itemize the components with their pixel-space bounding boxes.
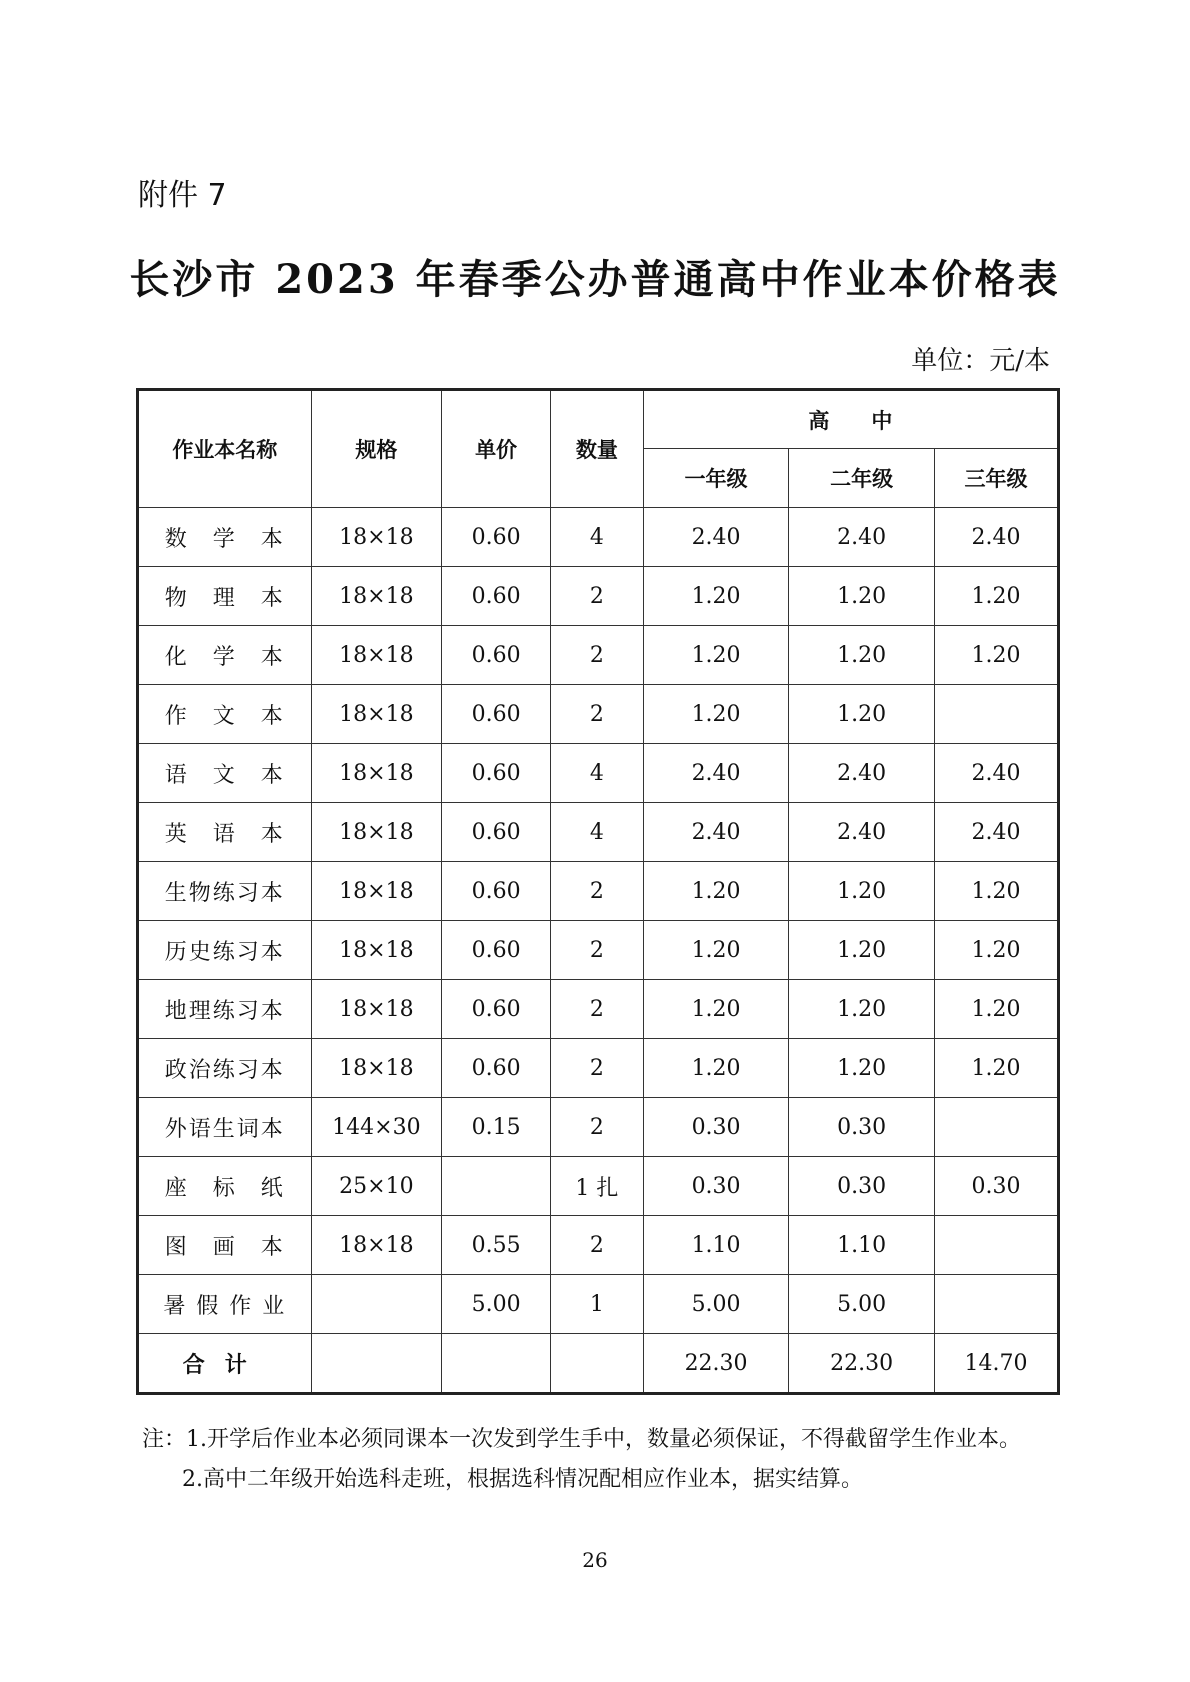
cell-price: 5.00 xyxy=(442,1275,551,1334)
table-row xyxy=(138,1039,1059,1098)
cell-g3: 2.40 xyxy=(934,744,1058,803)
cell-qty: 2 xyxy=(551,980,644,1039)
cell-qty: 1 xyxy=(551,1275,644,1334)
cell-spec: 18×18 xyxy=(311,1216,441,1275)
cell-price: 0.60 xyxy=(442,862,551,921)
cell-spec: 18×18 xyxy=(311,862,441,921)
cell-name: 历史练习本 xyxy=(138,921,312,980)
table-row xyxy=(138,862,1059,921)
cell-name: 物 理 本 xyxy=(138,567,312,626)
cell-g2: 2.40 xyxy=(789,508,935,567)
cell-qty: 4 xyxy=(551,803,644,862)
page-number: 26 xyxy=(582,1548,608,1572)
table-row xyxy=(138,1098,1059,1157)
table-row xyxy=(138,567,1059,626)
table-row xyxy=(138,626,1059,685)
cell-g2: 5.00 xyxy=(789,1275,935,1334)
cell-qty: 4 xyxy=(551,508,644,567)
table-row xyxy=(138,744,1059,803)
cell-g1: 1.20 xyxy=(643,980,789,1039)
cell-g3: 1.20 xyxy=(934,862,1058,921)
cell-price: 0.60 xyxy=(442,803,551,862)
cell-name: 暑 假 作 业 xyxy=(138,1275,312,1334)
cell-g2: 1.20 xyxy=(789,685,935,744)
price-table xyxy=(136,388,1060,1395)
table-row xyxy=(138,980,1059,1039)
cell-g3 xyxy=(934,1275,1058,1334)
unit-label: 单位：元/本 xyxy=(911,346,1050,376)
cell-spec: 18×18 xyxy=(311,1039,441,1098)
cell-price: 0.60 xyxy=(442,980,551,1039)
cell-g3 xyxy=(934,685,1058,744)
cell-price: 0.60 xyxy=(442,1039,551,1098)
cell-name: 语 文 本 xyxy=(138,744,312,803)
cell-qty: 2 xyxy=(551,567,644,626)
note-1: 注：1.开学后作业本必须同课本一次发到学生手中，数量必须保证，不得截留学生作业本。 xyxy=(142,1427,1021,1452)
cell-spec xyxy=(311,1275,441,1334)
cell-qty: 2 xyxy=(551,1216,644,1275)
cell-spec: 18×18 xyxy=(311,803,441,862)
cell-g3: 1.20 xyxy=(934,921,1058,980)
cell-g1: 2.40 xyxy=(643,803,789,862)
cell-price: 0.55 xyxy=(442,1216,551,1275)
cell-price: 0.60 xyxy=(442,508,551,567)
table-row xyxy=(138,508,1059,567)
cell-g3: 1.20 xyxy=(934,1039,1058,1098)
cell-name: 地理练习本 xyxy=(138,980,312,1039)
note-2: 2.高中二年级开始选科走班，根据选科情况配相应作业本，据实结算。 xyxy=(182,1467,863,1492)
header-grade-1: 一年级 xyxy=(643,449,789,508)
header-spec: 规格 xyxy=(311,390,441,508)
cell-name: 英 语 本 xyxy=(138,803,312,862)
cell-g1: 1.20 xyxy=(643,1039,789,1098)
table-row xyxy=(138,685,1059,744)
cell-g2: 1.20 xyxy=(789,567,935,626)
table-row xyxy=(138,1275,1059,1334)
table-row xyxy=(138,1216,1059,1275)
cell-g1: 1.20 xyxy=(643,567,789,626)
cell-g2: 1.20 xyxy=(789,921,935,980)
cell-price: 0.60 xyxy=(442,626,551,685)
cell-qty: 2 xyxy=(551,1039,644,1098)
cell-g2: 1.10 xyxy=(789,1216,935,1275)
total-grade-2: 22.30 xyxy=(789,1334,935,1394)
cell-g3: 2.40 xyxy=(934,803,1058,862)
cell-spec: 18×18 xyxy=(311,508,441,567)
cell-g1: 5.00 xyxy=(643,1275,789,1334)
total-spec xyxy=(311,1334,441,1394)
cell-qty: 2 xyxy=(551,1098,644,1157)
total-grade-3: 14.70 xyxy=(934,1334,1058,1394)
notes xyxy=(142,1420,1021,1500)
cell-name: 生物练习本 xyxy=(138,862,312,921)
cell-price xyxy=(442,1157,551,1216)
page-title: 长沙市 2023 年春季公办普通高中作业本价格表 xyxy=(129,256,1061,303)
cell-g2: 1.20 xyxy=(789,980,935,1039)
attachment-label: 附件 7 xyxy=(138,178,227,213)
cell-price: 0.60 xyxy=(442,567,551,626)
cell-g1: 0.30 xyxy=(643,1098,789,1157)
cell-g2: 0.30 xyxy=(789,1157,935,1216)
table-row xyxy=(138,1157,1059,1216)
header-name: 作业本名称 xyxy=(138,390,312,508)
cell-name: 化 学 本 xyxy=(138,626,312,685)
cell-g3: 1.20 xyxy=(934,980,1058,1039)
cell-name: 作 文 本 xyxy=(138,685,312,744)
cell-name: 政治练习本 xyxy=(138,1039,312,1098)
cell-price: 0.60 xyxy=(442,921,551,980)
cell-g2: 2.40 xyxy=(789,803,935,862)
cell-spec: 144×30 xyxy=(311,1098,441,1157)
total-price xyxy=(442,1334,551,1394)
cell-name: 座 标 纸 xyxy=(138,1157,312,1216)
cell-g1: 0.30 xyxy=(643,1157,789,1216)
cell-price: 0.60 xyxy=(442,744,551,803)
cell-g3 xyxy=(934,1216,1058,1275)
total-label: 合计 xyxy=(138,1334,312,1394)
cell-g3: 2.40 xyxy=(934,508,1058,567)
cell-spec: 18×18 xyxy=(311,980,441,1039)
cell-g1: 2.40 xyxy=(643,508,789,567)
cell-qty: 2 xyxy=(551,862,644,921)
cell-name: 外语生词本 xyxy=(138,1098,312,1157)
cell-spec: 18×18 xyxy=(311,685,441,744)
cell-spec: 25×10 xyxy=(311,1157,441,1216)
cell-spec: 18×18 xyxy=(311,626,441,685)
total-qty xyxy=(551,1334,644,1394)
total-grade-1: 22.30 xyxy=(643,1334,789,1394)
cell-g2: 1.20 xyxy=(789,862,935,921)
header-price: 单价 xyxy=(442,390,551,508)
cell-g3: 1.20 xyxy=(934,626,1058,685)
cell-g2: 1.20 xyxy=(789,626,935,685)
cell-g1: 1.20 xyxy=(643,862,789,921)
header-qty: 数量 xyxy=(551,390,644,508)
cell-name: 图 画 本 xyxy=(138,1216,312,1275)
cell-name: 数 学 本 xyxy=(138,508,312,567)
cell-price: 0.60 xyxy=(442,685,551,744)
cell-spec: 18×18 xyxy=(311,921,441,980)
table-row xyxy=(138,803,1059,862)
cell-g3: 0.30 xyxy=(934,1157,1058,1216)
cell-g3: 1.20 xyxy=(934,567,1058,626)
cell-qty: 2 xyxy=(551,921,644,980)
cell-g1: 1.20 xyxy=(643,685,789,744)
cell-qty: 2 xyxy=(551,685,644,744)
cell-qty: 2 xyxy=(551,626,644,685)
cell-g2: 1.20 xyxy=(789,1039,935,1098)
cell-g2: 0.30 xyxy=(789,1098,935,1157)
cell-g1: 2.40 xyxy=(643,744,789,803)
cell-qty: 4 xyxy=(551,744,644,803)
cell-g1: 1.20 xyxy=(643,626,789,685)
header-group: 高 中 xyxy=(643,390,1058,449)
cell-spec: 18×18 xyxy=(311,744,441,803)
cell-g3 xyxy=(934,1098,1058,1157)
header-grade-2: 二年级 xyxy=(789,449,935,508)
cell-price: 0.15 xyxy=(442,1098,551,1157)
cell-g1: 1.10 xyxy=(643,1216,789,1275)
cell-g2: 2.40 xyxy=(789,744,935,803)
header-grade-3: 三年级 xyxy=(934,449,1058,508)
cell-g1: 1.20 xyxy=(643,921,789,980)
cell-qty: 1 扎 xyxy=(551,1157,644,1216)
cell-spec: 18×18 xyxy=(311,567,441,626)
table-row xyxy=(138,921,1059,980)
